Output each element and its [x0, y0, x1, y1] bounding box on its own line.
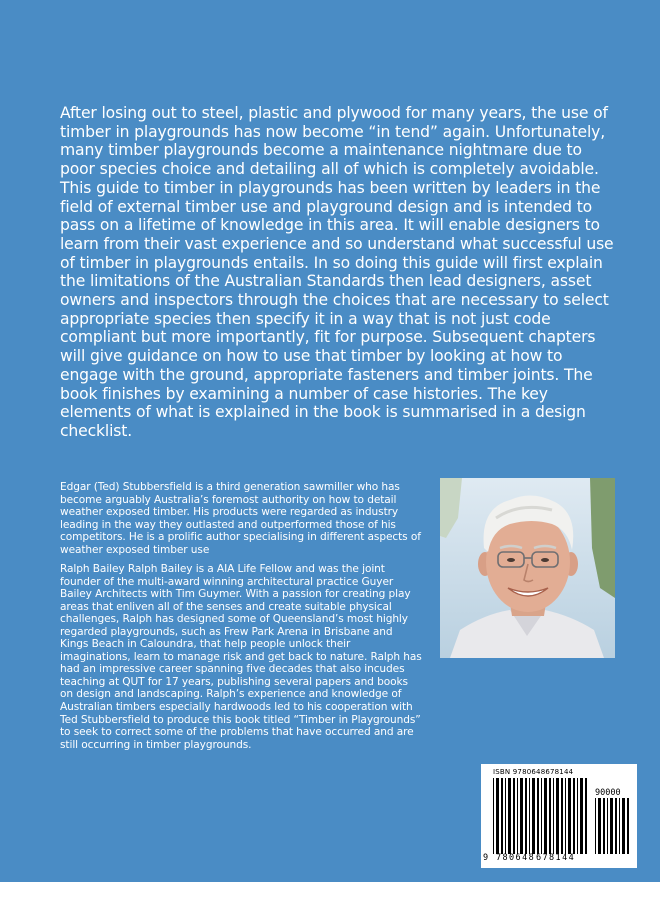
author-photo	[440, 478, 615, 658]
barcode-bar	[525, 778, 527, 854]
price-code: 90000	[595, 788, 621, 798]
isbn-barcode	[481, 764, 637, 868]
barcode-bar	[561, 778, 563, 854]
barcode-digits-right: 678144	[536, 853, 576, 863]
barcode-bar	[537, 778, 539, 854]
barcode-bar	[541, 778, 542, 854]
barcode-bar	[532, 778, 535, 854]
barcode-bar	[496, 778, 499, 854]
barcode-bar	[556, 778, 559, 854]
barcode-bar	[603, 798, 605, 854]
barcode-bar	[517, 778, 518, 854]
barcode-bar	[595, 798, 596, 854]
barcode-bar	[610, 798, 613, 854]
barcode-digit-first: 9	[483, 853, 489, 863]
barcode-bar	[585, 778, 587, 854]
barcode-bar	[580, 778, 583, 854]
barcode-bar	[493, 778, 494, 854]
barcode-bar	[619, 798, 620, 854]
barcode-bar	[549, 778, 551, 854]
barcode-bar	[573, 778, 575, 854]
barcode-bar	[565, 778, 566, 854]
barcode-bar	[505, 778, 506, 854]
barcode-bar	[598, 798, 601, 854]
author-bio-ted: Edgar (Ted) Stubbersfield is a third generation sawmiller who has become arguably Australia’s foremost authority on how to detail weather exposed timber. His products were regarded as industry leading in the way they outlasted and outperformed those of his competitors. He is a prolific author specialising in different aspects of weather exposed timber use	[60, 481, 421, 556]
barcode-bar	[520, 778, 523, 854]
barcode-bar	[513, 778, 515, 854]
barcode-bar	[529, 778, 530, 854]
barcode-bar	[544, 778, 547, 854]
barcode-bar	[553, 778, 554, 854]
book-blurb: After losing out to steel, plastic and plywood for many years, the use of timber in playgrounds has now become “in tend” again. Unfortunately, many timber playgrounds become a maintenance nightmare due to poor species choice and detailing all of which is completely avoidable. This guide to timber in playgrounds has been written by leaders in the field of external timber use and playground design and is intended to pass on a lifetime of knowledge in this area. It will enable designers to learn from their vast experience and so understand what successful use of timber in playgrounds entails. In so doing this guide will first explain the limitations of the Australian Standards then lead designers, asset owners and inspectors through the choices that are necessary to select appropriate species then specify it in a way that is not just code compliant but more importantly, fit for purpose. Subsequent chapters will give guidance on how to use that timber by looking at how to engage with the ground, appropriate fasteners and timber joints. The book finishes by examining a number of case histories. The key elements of what is explained in the book is summarised in a design checklist.	[60, 104, 614, 440]
barcode-bar	[508, 778, 511, 854]
barcode-bar	[577, 778, 578, 854]
barcode-bar	[622, 798, 625, 854]
barcode-bar	[607, 798, 608, 854]
barcode-bar	[615, 798, 617, 854]
barcode-bar	[501, 778, 503, 854]
author-bio-ralph: Ralph Bailey Ralph Bailey is a AIA Life Fellow and was the joint founder of the multi-award winning architectural practice Guyer Bailey Architects with Tim Guymer. With a passion for creating play areas that enliven all of the senses and create suitable physical challenges, Ralph has designed some of Queensland’s most highly regarded playgrounds, such as Frew Park Arena in Brisbane and Kings Beach in Caloundra, that help people unlock their imaginations, learn to manage risk and get back to nature. Ralph has had an impressive career spanning five decades that also incudes teaching at QUT for 17 years, publishing several papers and books on design and landscaping. Ralph’s experience and knowledge of Australian timbers especially hardwoods led to his cooperation with Ted Stubbersfield to produce this book titled “Timber in Playgrounds” to seek to correct some of the problems that have occurred and are still occurring in timber playgrounds.	[60, 563, 422, 751]
isbn-label: ISBN 9780648678144	[493, 768, 574, 776]
barcode-bar	[627, 798, 629, 854]
barcode-digits-left: 780648	[496, 853, 536, 863]
barcode-bar	[568, 778, 571, 854]
